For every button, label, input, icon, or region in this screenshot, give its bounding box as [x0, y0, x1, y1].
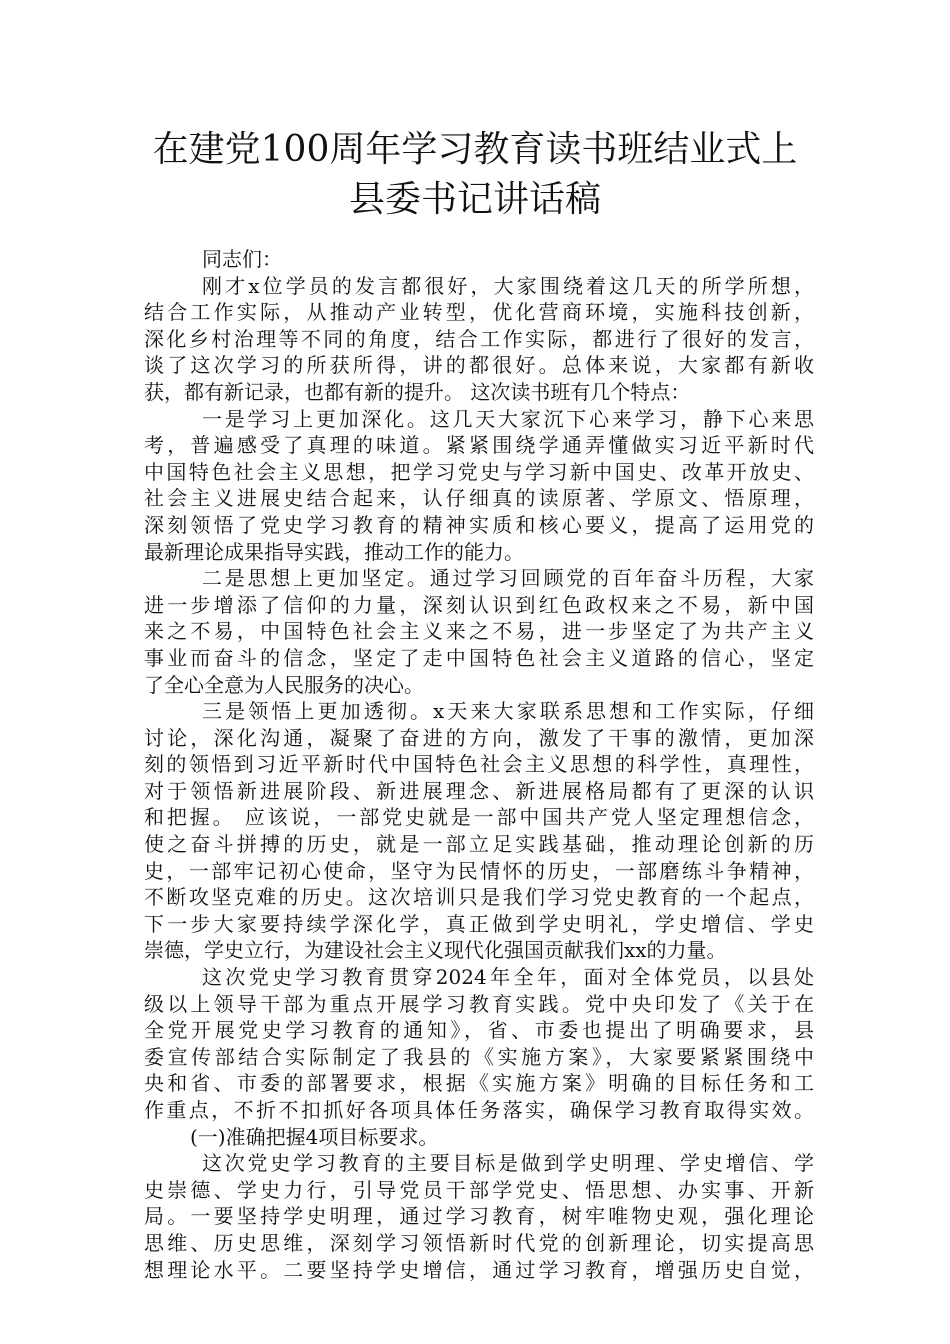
paragraph-line: 委宣传部结合实际制定了我县的《实施方案》，大家要紧紧围绕中 [144, 1044, 814, 1069]
paragraph-line: 考，普遍感受了真理的味道。紧紧围绕学通弄懂做实习近平新时代 [144, 433, 814, 458]
paragraph-line: 谈了这次学习的所获所得，讲的都很好。总体来说，大家都有新收 [144, 353, 814, 378]
paragraph-line: 使之奋斗拼搏的历史，就是一部立足实践基础，推动理论创新的历 [144, 832, 814, 857]
paragraph-line: 了全心全意为人民服务的决心。 [144, 672, 424, 697]
paragraph-line: 不断攻坚克难的历史。这次培训只是我们学习党史教育的一个起点， [144, 885, 814, 910]
paragraph-line: 全党开展党史学习教育的通知》，省、市委也提出了明确要求，县 [144, 1018, 814, 1043]
paragraph-line: 刻的领悟到习近平新时代中国特色社会主义思想的科学性，真理性， [144, 752, 814, 777]
paragraph-line: 最新理论成果指导实践，推动工作的能力。 [144, 539, 524, 564]
paragraph-line: 一是学习上更加深化。这几天大家沉下心来学习，静下心来思 [202, 406, 814, 431]
paragraph-line: 深化乡村治理等不同的角度，结合工作实际，都进行了很好的发言， [144, 326, 814, 351]
paragraph-line: 史，一部牢记初心使命，坚守为民情怀的历史，一部磨练斗争精神， [144, 858, 814, 883]
document-body [144, 246, 814, 1283]
paragraph-line: 获，都有新记录，也都有新的提升。 这次读书班有几个特点： [144, 379, 691, 404]
paragraph-line: 进一步增添了信仰的力量，深刻认识到红色政权来之不易，新中国 [144, 592, 814, 617]
paragraph-line: 刚才x位学员的发言都很好，大家围绕着这几天的所学所想， [202, 273, 814, 298]
paragraph-line: 级以上领导干部为重点开展学习教育实践。党中央印发了《关于在 [144, 991, 814, 1016]
paragraph-line: 崇德，学史立行，为建设社会主义现代化强国贡献我们xx的力量。 [144, 938, 727, 963]
document-title-line-2: 县委书记讲话稿 [348, 179, 601, 220]
paragraph-line: 事业而奋斗的信念，坚定了走中国特色社会主义道路的信心，坚定 [144, 645, 814, 670]
paragraph-line: 作重点，不折不扣抓好各项具体任务落实，确保学习教育取得实效。 [144, 1098, 814, 1122]
paragraph-line: 央和省、市委的部署要求，根据《实施方案》明确的目标任务和工 [144, 1071, 814, 1096]
paragraph-line: 对于领悟新进展阶段、新进展理念、新进展格局都有了更深的认识 [144, 778, 814, 803]
paragraph-line: 局。一要坚持学史明理，通过学习教育，树牢唯物史观，强化理论 [144, 1204, 814, 1229]
paragraph-line: 这次党史学习教育的主要目标是做到学史明理、学史增信、学 [202, 1151, 814, 1176]
document-title-line-1: 在建党100周年学习教育读书班结业式上 [152, 129, 798, 170]
paragraph-line: 这次党史学习教育贯穿2024年全年，面对全体党员，以县处 [202, 965, 814, 990]
paragraph-line: 结合工作实际，从推动产业转型，优化营商环境，实施科技创新， [144, 300, 814, 325]
paragraph-line: 三是领悟上更加透彻。x天来大家联系思想和工作实际，仔细 [202, 699, 814, 724]
paragraph-line: 史崇德、学史力行，引导党员干部学党史、悟思想、办实事、开新 [144, 1177, 814, 1202]
paragraph-line: 思维、历史思维，深刻学习领悟新时代党的创新理论，切实提高思 [144, 1230, 814, 1255]
paragraph-line: 来之不易，中国特色社会主义来之不易，进一步坚定了为共产主义 [144, 619, 814, 644]
paragraph-line: 和把握。 应该说，一部党史就是一部中国共产党人坚定理想信念， [144, 805, 814, 830]
paragraph-line: 深刻领悟了党史学习教育的精神实质和核心要义，提高了运用党的 [144, 512, 814, 537]
salutation: 同志们： [202, 247, 282, 271]
paragraph-line: 中国特色社会主义思想，把学习党史与学习新中国史、改革开放史、 [144, 459, 814, 484]
paragraph-line: 想理论水平。二要坚持学史增信，通过学习教育，增强历史自觉， [144, 1257, 814, 1282]
paragraph-line: 讨论，深化沟通，凝聚了奋进的方向，激发了干事的激情，更加深 [144, 725, 814, 750]
paragraph-line: 下一步大家要持续学深化学，真正做到学史明礼，学史增信、学史 [144, 911, 814, 936]
paragraph-line: 社会主义进展史结合起来，认仔细真的读原著、学原文、悟原理， [144, 486, 814, 511]
section-heading: (一)准确把握4项目标要求。 [190, 1124, 439, 1149]
paragraph-line: 二是思想上更加坚定。通过学习回顾党的百年奋斗历程，大家 [202, 566, 814, 591]
